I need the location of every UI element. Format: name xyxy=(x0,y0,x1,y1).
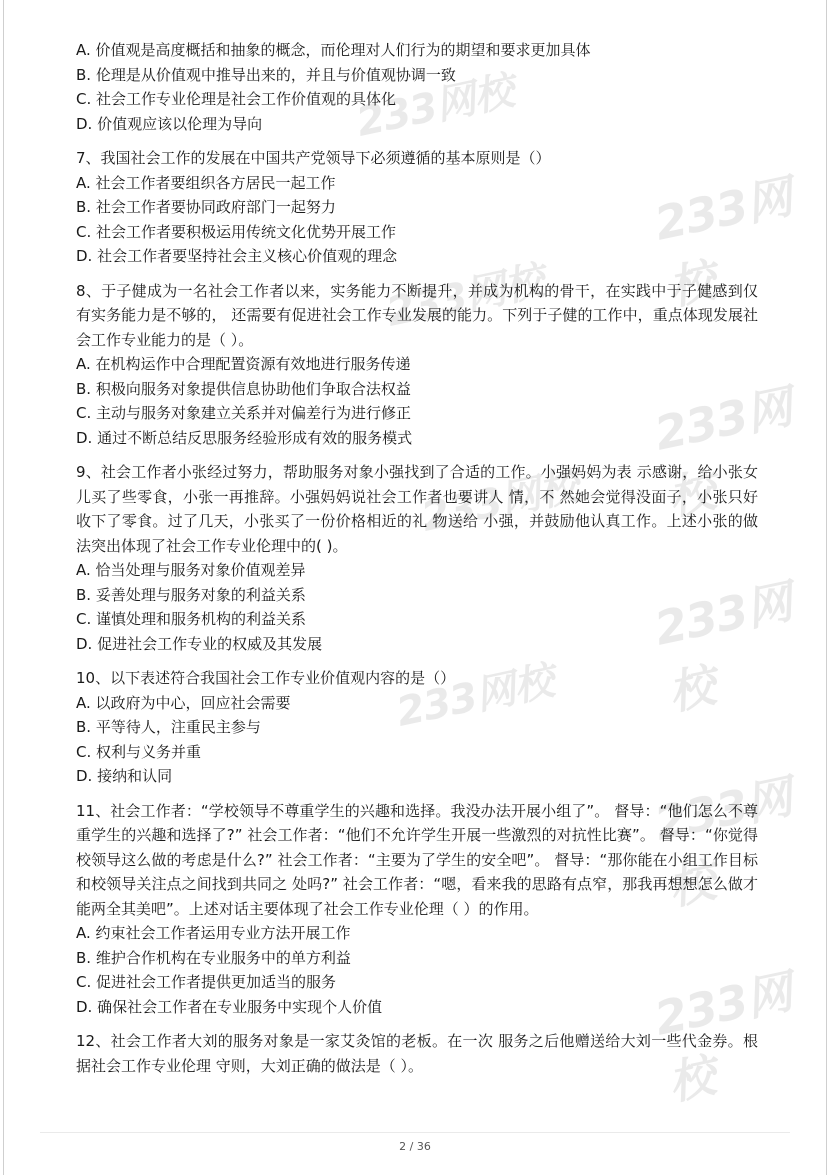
watermark: 233网校 xyxy=(417,462,583,541)
option-a: A. 在机构运作中合理配置资源有效地进行服务传递 xyxy=(76,355,411,373)
footer-divider xyxy=(40,1132,790,1133)
question-9 xyxy=(76,460,758,656)
option-d: D. 促进社会工作专业的权威及其发展 xyxy=(76,634,323,653)
option-b: B. 社会工作者要协同政府部门一起努力 xyxy=(76,198,336,216)
option-a: A. 约束社会工作者运用专业方法开展工作 xyxy=(76,924,351,942)
question-stem: 9、社会工作者小张经过努力，帮助服务对象小强找到了合适的工作。小强妈妈为表 示感谢，给小张女儿买了些零食，小张一再推辞。小强妈妈说社会工作者也要讲人 情，不 然她会觉得没面子，小张只好收下了零食。过了几天，小张买了一份价格相近的礼 物送给 小强，并鼓励他认真工作。上述小张的做法突出体现了社会工作专业伦理中的( )。 xyxy=(76,463,758,555)
option-c: C. 社会工作专业伦理是社会工作价值观的具体化 xyxy=(76,90,397,108)
option-c: C. 谨慎处理和服务机构的利益关系 xyxy=(76,610,307,628)
option-b: B. 维护合作机构在专业服务中的单方利益 xyxy=(76,948,351,967)
watermark: 233网校 xyxy=(650,964,797,1111)
option-a: A. 恰当处理与服务对象价值观差异 xyxy=(76,561,306,579)
option-c: C. 促进社会工作者提供更加适当的服务 xyxy=(76,973,337,991)
option-b: B. 平等待人，注重民主参与 xyxy=(76,718,261,736)
question-10 xyxy=(76,666,758,789)
watermark: 233网校 xyxy=(650,769,797,916)
option-a: A. 社会工作者要组织各方居民一起工作 xyxy=(76,173,336,192)
watermark: 233网校 xyxy=(382,257,548,336)
page-right-edge xyxy=(826,0,827,1175)
watermark: 233网校 xyxy=(650,169,797,316)
page-left-edge xyxy=(3,0,4,1175)
watermark: 233网校 xyxy=(650,574,797,721)
question-6-continued xyxy=(76,38,758,136)
watermark: 233网校 xyxy=(650,379,797,526)
question-stem: 12、社会工作者大刘的服务对象是一家艾灸馆的老板。在一次 服务之后他赠送给大刘一些代金券。根据社会工作专业伦理 守则，大刘正确的做法是（ ）。 xyxy=(76,1032,758,1075)
question-stem: 11、社会工作者：“学校领导不尊重学生的兴趣和选择。我没办法开展小组了”。 督导：“他们怎么不尊重学生的兴趣和选择了?” 社会工作者：“他们不允许学生开展一些激烈的对抗性比赛”。 督导：“你觉得校领导这么做的考虑是什么?” 社会工作者：“主要为了学生的安全吧”。 督导：“那你能在小组工作目标和校领导关注点之间找到共同之 处吗?” 社会工作者：“嗯，看来我的思路有点窄，那我再想想怎么做才能两全其美吧”。上述对话主要体现了社会工作专业伦理（ ）的作用。 xyxy=(76,801,758,918)
option-d: D. 接纳和认同 xyxy=(76,767,173,785)
question-stem: 7、我国社会工作的发展在中国共产党领导下必须遵循的基本原则是（） xyxy=(76,149,551,167)
question-11 xyxy=(76,799,758,1020)
question-7 xyxy=(76,146,758,269)
option-d: D. 价值观应该以伦理为导向 xyxy=(76,114,263,133)
question-stem: 8、于子健成为一名社会工作者以来，实务能力不断提升，并成为机构的骨干，在实践中于子健感到仅有实务能力是不够的， 还需要有促进社会工作专业发展的能力。下列于子健的工作中，重点体现发展社会工作专业能力的是（ ）。 xyxy=(76,281,758,349)
option-a: A. 价值观是高度概括和抽象的概念，而伦理对人们行为的期望和要求更加具体 xyxy=(76,41,591,59)
document-body xyxy=(76,38,758,1078)
question-8 xyxy=(76,279,758,451)
option-c: C. 主动与服务对象建立关系并对偏差行为进行修正 xyxy=(76,404,412,422)
option-c: C. 社会工作者要积极运用传统文化优势开展工作 xyxy=(76,222,397,241)
option-b: B. 伦理是从价值观中推导出来的，并且与价值观协调一致 xyxy=(76,65,456,84)
option-b: B. 积极向服务对象提供信息协助他们争取合法权益 xyxy=(76,379,411,398)
option-b: B. 妥善处理与服务对象的利益关系 xyxy=(76,585,306,604)
option-a: A. 以政府为中心，回应社会需要 xyxy=(76,693,291,712)
page-number: 2 / 36 xyxy=(399,1140,431,1153)
question-12 xyxy=(76,1029,758,1078)
watermark: 233网校 xyxy=(392,657,558,736)
option-d: D. 社会工作者要坚持社会主义核心价值观的理念 xyxy=(76,247,398,265)
option-c: C. 权利与义务并重 xyxy=(76,742,202,761)
option-d: D. 通过不断总结反思服务经验形成有效的服务模式 xyxy=(76,428,413,447)
option-d: D. 确保社会工作者在专业服务中实现个人价值 xyxy=(76,997,383,1016)
watermark: 233网校 xyxy=(352,67,518,146)
question-stem: 10、以下表述符合我国社会工作专业价值观内容的是（） xyxy=(76,669,456,687)
